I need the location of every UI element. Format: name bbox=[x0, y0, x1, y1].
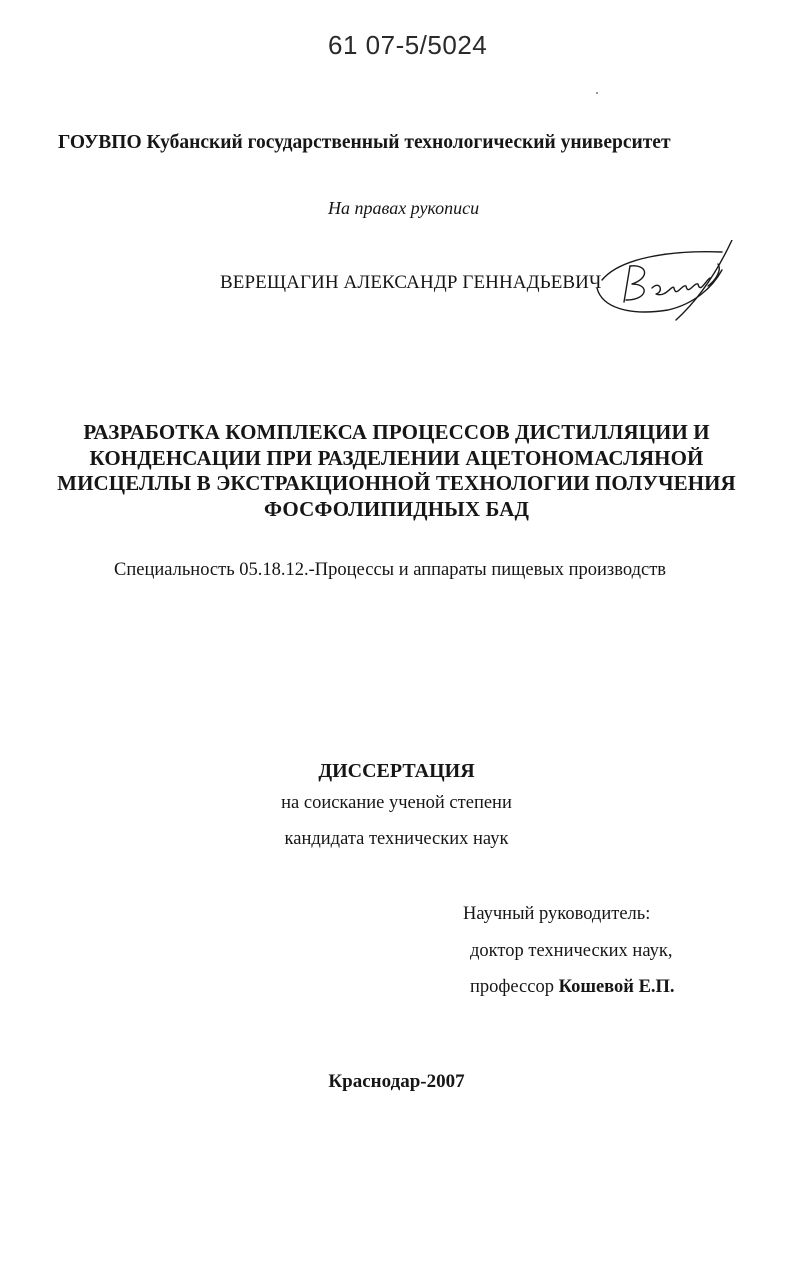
author-name: ВЕРЕЩАГИН АЛЕКСАНДР ГЕННАДЬЕВИЧ bbox=[220, 272, 602, 293]
scan-speck bbox=[596, 92, 598, 94]
thesis-title-line: РАЗРАБОТКА КОМПЛЕКСА ПРОЦЕССОВ ДИСТИЛЛЯЦИИ И bbox=[83, 420, 710, 444]
thesis-title-line: КОНДЕНСАЦИИ ПРИ РАЗДЕЛЕНИИ АЦЕТОНОМАСЛЯНОЙ bbox=[89, 445, 704, 470]
city-year: Краснодар-2007 bbox=[328, 1071, 465, 1092]
supervisor-name-line bbox=[470, 977, 675, 998]
thesis-title-line: ФОСФОЛИПИДНЫХ БАД bbox=[263, 496, 530, 521]
thesis-title bbox=[40, 420, 753, 522]
supervisor-title: профессор bbox=[470, 977, 554, 997]
specialty-line: Специальность 05.18.12.-Процессы и аппараты пищевых производств bbox=[114, 560, 667, 580]
institution-name: ГОУВПО Кубанский государственный технологический университет bbox=[58, 132, 671, 153]
degree-line-2: кандидата технических наук bbox=[284, 829, 509, 849]
manuscript-rights-note: На правах рукописи bbox=[328, 198, 480, 218]
supervisor-label: Научный руководитель: bbox=[463, 904, 651, 924]
thesis-title-line: МИСЦЕЛЛЫ В ЭКСТРАКЦИОННОЙ ТЕХНОЛОГИИ ПОЛУЧЕНИЯ bbox=[57, 471, 736, 495]
archive-number: 61 07-5/5024 bbox=[328, 30, 488, 60]
degree-line-1: на соискание ученой степени bbox=[281, 793, 512, 813]
author-signature-icon bbox=[590, 240, 740, 325]
document-type: ДИССЕРТАЦИЯ bbox=[318, 760, 475, 782]
supervisor-name: Кошевой Е.П. bbox=[558, 977, 675, 997]
supervisor-degree: доктор технических наук, bbox=[470, 941, 673, 961]
